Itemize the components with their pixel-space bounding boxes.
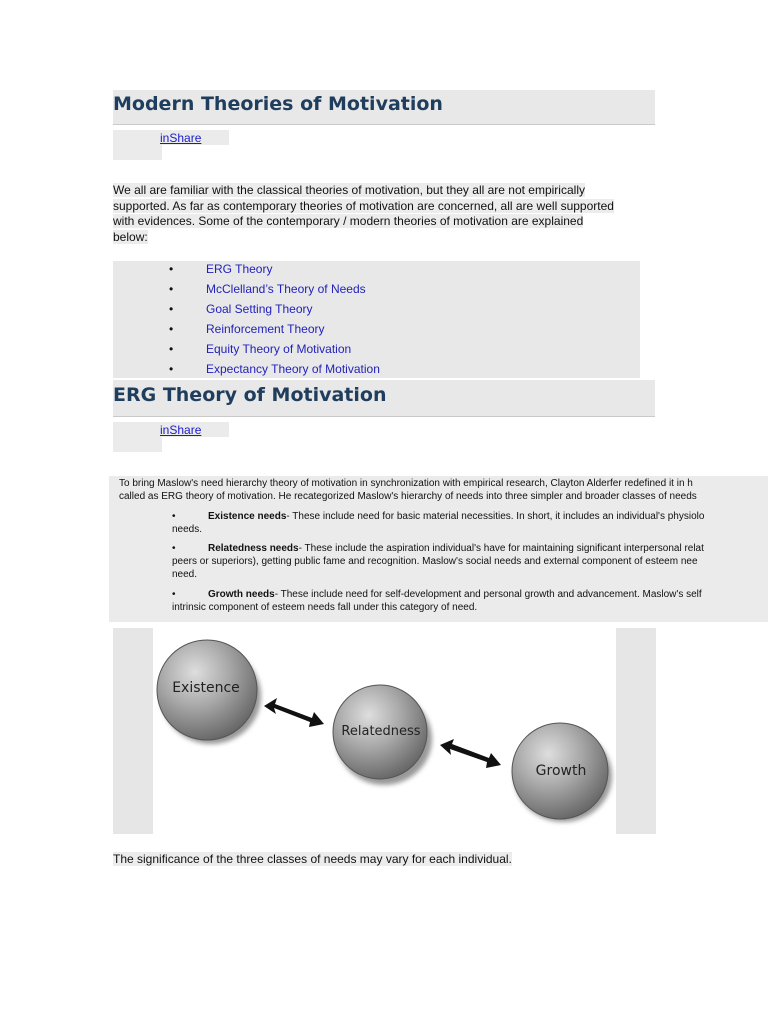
- bullet: •: [169, 362, 174, 376]
- need-existence: [172, 511, 768, 524]
- need-relatedness-cont2: [172, 569, 768, 582]
- theory-list: [113, 261, 640, 378]
- link-expectancy-theory[interactable]: Expectancy Theory of Motivation: [206, 362, 380, 376]
- need-relatedness: [172, 543, 768, 556]
- bullet: •: [169, 302, 174, 316]
- need-text-cont: peers or superiors), getting public fame and recognition. Maslow's social needs and external component of esteem nee: [172, 556, 698, 567]
- article2-header: [113, 380, 655, 417]
- intro-line-2: supported. As far as contemporary theories of motivation are concerned, all are well supported: [113, 198, 614, 213]
- erg-intro-line-2: called as ERG theory of motivation. He recategorized Maslow's hierarchy of needs into three simpler and broader classes of needs: [119, 491, 697, 502]
- need-text: - These include need for self-development and personal growth and advancement. Maslow's self: [274, 589, 702, 600]
- bullet: •: [169, 342, 174, 356]
- need-text: - These include need for basic material necessities. In short, it includes an individual's physiolo: [286, 511, 705, 522]
- link-equity-theory[interactable]: Equity Theory of Motivation: [206, 342, 352, 356]
- article2-share-box-lower: [113, 437, 162, 452]
- article2-title: ERG Theory of Motivation: [113, 384, 387, 406]
- erg-diagram: [153, 628, 616, 834]
- erg-description-box: [109, 476, 768, 622]
- erg-diagram-bg-left: [113, 628, 153, 834]
- erg-intro-line-1: To bring Maslow's need hierarchy theory of motivation in synchronization with empirical research, Clayton Alderfer redefined it in h: [119, 478, 693, 489]
- need-text: - These include the aspiration individual's have for maintaining significant interpersonal relat: [298, 543, 704, 554]
- link-goal-setting-theory[interactable]: Goal Setting Theory: [206, 302, 313, 316]
- need-term: Growth needs: [208, 589, 275, 600]
- growth-label: Growth: [535, 763, 587, 779]
- caption-text: The significance of the three classes of needs may vary for each individual.: [113, 852, 512, 866]
- existence-label: Existence: [172, 680, 240, 696]
- need-existence-cont: [172, 524, 768, 537]
- link-mcclelland-theory[interactable]: McClelland’s Theory of Needs: [206, 282, 366, 296]
- need-term: Existence needs: [208, 511, 287, 522]
- link-erg-theory[interactable]: ERG Theory: [206, 262, 273, 276]
- article1-title: Modern Theories of Motivation: [113, 93, 443, 115]
- erg-diagram-bg-right: [616, 628, 656, 834]
- need-growth: [172, 589, 768, 602]
- need-text-cont: needs.: [172, 524, 203, 535]
- link-reinforcement-theory[interactable]: Reinforcement Theory: [206, 322, 325, 336]
- article2-inshare-link[interactable]: inShare: [160, 423, 202, 437]
- bullet: •: [169, 322, 174, 336]
- need-relatedness-cont: [172, 556, 768, 569]
- article1-inshare-link[interactable]: inShare: [160, 131, 202, 145]
- need-term: Relatedness needs: [208, 543, 299, 554]
- diagram-caption: [113, 852, 512, 866]
- intro-line-1: We all are familiar with the classical theories of motivation, but they all are not empirically: [113, 183, 585, 197]
- article1-share-box-lower: [113, 145, 162, 160]
- bullet: •: [169, 262, 174, 276]
- bullet: •: [172, 511, 176, 522]
- article1-intro: [113, 183, 663, 245]
- article1-header: [113, 90, 655, 125]
- relatedness-label: Relatedness: [341, 724, 421, 739]
- need-growth-cont: [172, 602, 768, 615]
- intro-line-3: with evidences. Some of the contemporary / modern theories of motivation are explained: [113, 214, 584, 228]
- need-text-cont: intrinsic component of esteem needs fall under this category of need.: [172, 602, 478, 613]
- bullet: •: [169, 282, 174, 296]
- need-text-cont: need.: [172, 569, 198, 580]
- bullet: •: [172, 543, 176, 554]
- bullet: •: [172, 589, 176, 600]
- intro-line-4: below:: [113, 229, 148, 244]
